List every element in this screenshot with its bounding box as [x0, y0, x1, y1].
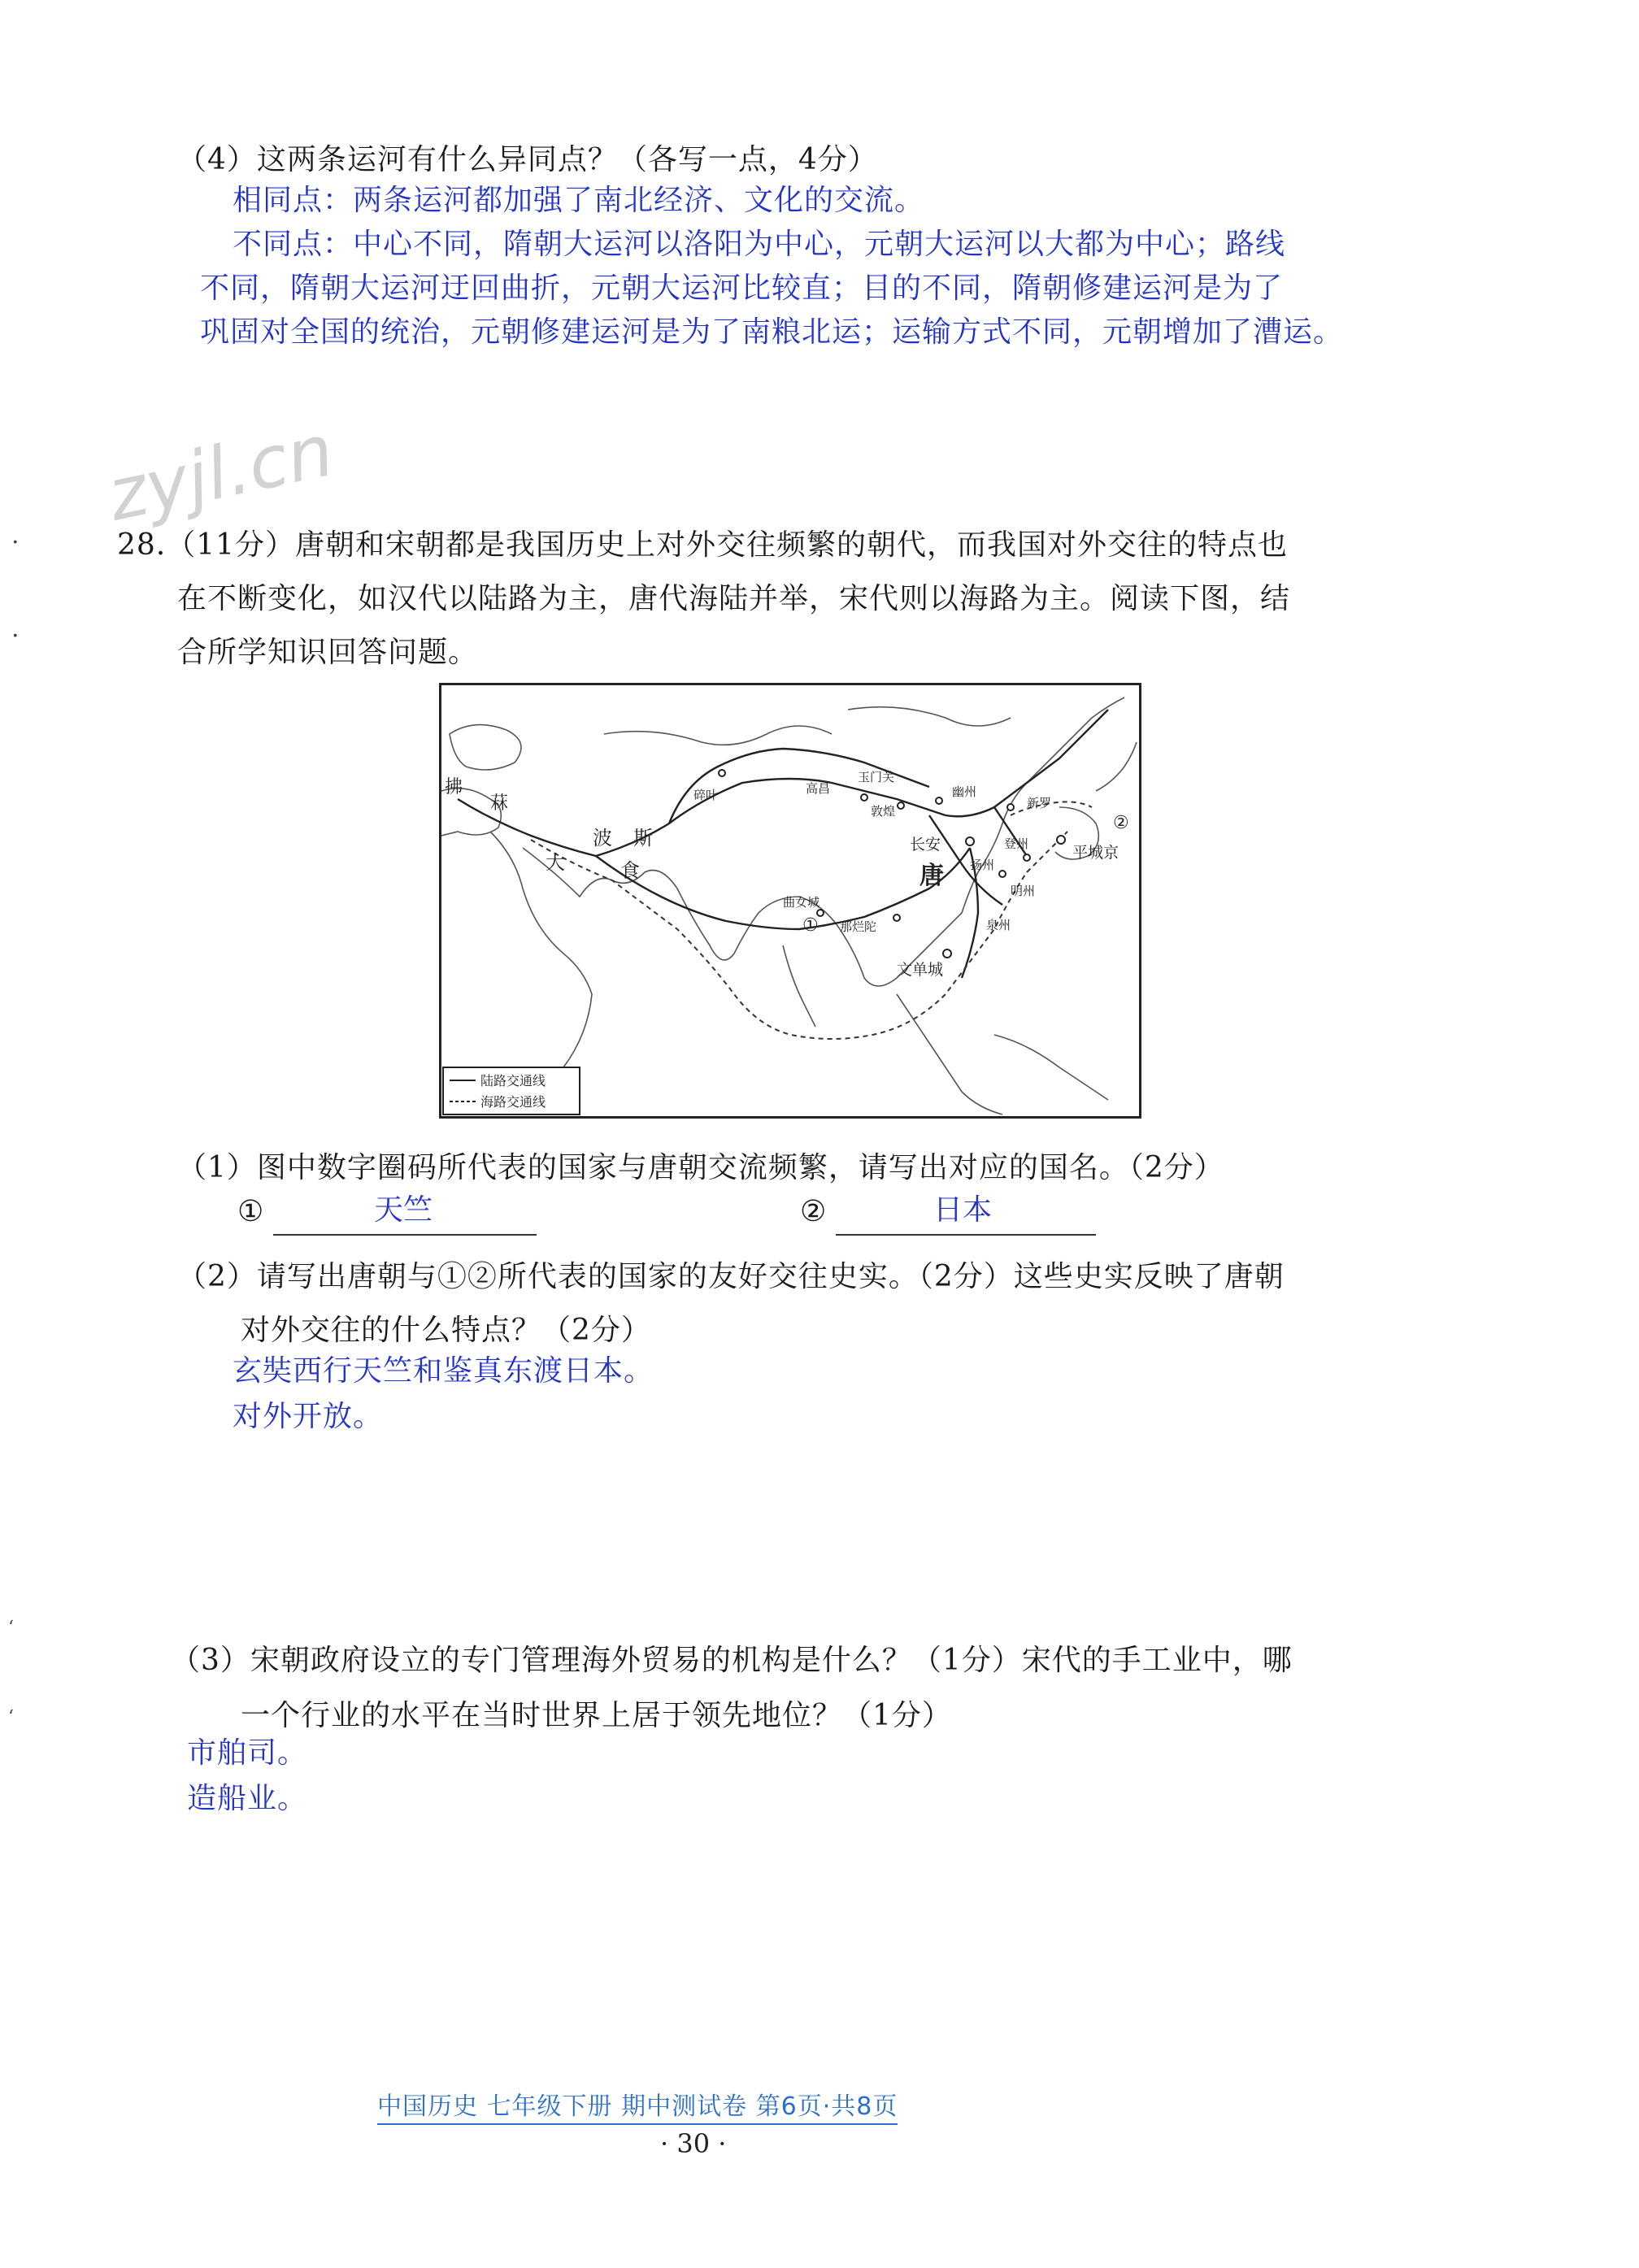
- sub1-blank1-answer: 天竺: [374, 1193, 433, 1227]
- japan-north-outline: [1096, 742, 1137, 791]
- land-route-south: [596, 848, 970, 929]
- sub1-question: （1）图中数字圈码所代表的国家与唐朝交流频繁，请写出对应的国名。（2分）: [177, 1151, 1224, 1184]
- q28-intro-line: 合所学知识回答问题。: [177, 636, 479, 669]
- map-legend: [443, 1067, 580, 1114]
- map-label-dengzhou: 登州: [1004, 836, 1029, 851]
- map-svg: [441, 685, 1139, 1116]
- map-label-pingchengjing: 平城京: [1072, 844, 1119, 862]
- north-border: [848, 707, 1011, 726]
- map-label-tang: 唐: [919, 862, 944, 890]
- map-label-suiye: 碎叶: [693, 788, 719, 802]
- q28-intro-line: 28.（11分）唐朝和宋朝都是我国历史上对外交往频繁的朝代，而我国对外交往的特点也: [117, 528, 1289, 562]
- map-label-changan: 长安: [910, 836, 941, 854]
- map-label-circle1: ①: [802, 915, 819, 936]
- tang-trade-routes-map: [439, 683, 1141, 1119]
- southeast-asia-coast: [897, 994, 1002, 1114]
- sub2-answer-line: 玄奘西行天竺和鉴真东渡日本。: [233, 1354, 654, 1388]
- watermark: zyjl.cn: [101, 407, 341, 537]
- map-label-mingzhou: 明州: [1011, 884, 1036, 898]
- q4-question: （4）这两条运河有什么异同点？（各写一点，4分）: [177, 143, 878, 176]
- sub2-question-line: 对外交往的什么特点？（2分）: [241, 1314, 651, 1347]
- sub2-question-line: （2）请写出唐朝与①②所代表的国家的友好交往史实。（2分）这些史实反映了唐朝: [177, 1260, 1285, 1293]
- sub1-blank2-line: [836, 1234, 1096, 1236]
- q4-answer-line: 不同，隋朝大运河迂回曲折，元朝大运河比较直；目的不同，隋朝修建运河是为了: [200, 272, 1284, 305]
- land-route-main: [458, 710, 1108, 856]
- sub1-blank2-answer: 日本: [933, 1193, 993, 1227]
- margin-dot: ·: [11, 622, 20, 650]
- page-number: · 30 ·: [660, 2128, 727, 2159]
- map-label-qunvcheng: 曲女城: [783, 895, 820, 910]
- page-footer: 中国历史 七年级下册 期中测试卷 第6页·共8页: [377, 2086, 898, 2125]
- sub1-blank1-mark: ①: [237, 1195, 265, 1228]
- q4-answer-line: 相同点：两条运河都加强了南北经济、文化的交流。: [233, 184, 925, 217]
- black-sea-outline: [450, 725, 521, 770]
- map-label-bosi-1: 波: [593, 827, 612, 849]
- sub3-question-line: （3）宋朝政府设立的专门管理海外贸易的机构是什么？（1分）宋代的手工业中，哪: [171, 1644, 1293, 1677]
- margin-dot: ʻ: [8, 1618, 14, 1638]
- margin-dot: ·: [11, 528, 20, 557]
- map-label-xinluo: 新罗: [1027, 796, 1052, 810]
- map-label-youzhou: 幽州: [952, 784, 977, 799]
- map-label-bosi-2: 斯: [633, 827, 653, 849]
- legend-sea: 海路交通线: [480, 1094, 546, 1110]
- island-outline: [994, 1035, 1108, 1100]
- map-label-dashi-2: 食: [620, 859, 640, 882]
- map-label-gaochang: 高昌: [806, 781, 831, 796]
- q4-answer-line: 不同点：中心不同，隋朝大运河以洛阳为中心，元朝大运河以大都为中心；路线: [233, 228, 1286, 261]
- margin-dot: ʻ: [8, 1707, 14, 1727]
- sub3-question-line: 一个行业的水平在当时世界上居于领先地位？（1分）: [241, 1699, 952, 1732]
- sub3-answer-line: 造船业。: [187, 1782, 308, 1815]
- map-label-yangzhou: 扬州: [970, 858, 995, 872]
- sub1-blank2-mark: ②: [800, 1195, 828, 1228]
- map-label-circle2: ②: [1113, 813, 1129, 833]
- inner-asia-border: [604, 726, 832, 745]
- map-label-dunhuang: 敦煌: [871, 804, 896, 819]
- map-label-dashi-1: 大: [546, 851, 565, 874]
- map-label-fulin-2: 菻: [490, 793, 509, 814]
- india-peninsula: [783, 945, 815, 1027]
- map-label-quanzhou: 泉州: [986, 918, 1011, 932]
- sub3-answer-line: 市舶司。: [187, 1736, 308, 1770]
- map-label-yumenguan: 玉门关: [858, 770, 895, 784]
- q4-answer-line: 巩固对全国的统治，元朝修建运河是为了南粮北运；运输方式不同，元朝增加了漕运。: [200, 315, 1344, 349]
- asia-south-coast: [523, 848, 929, 986]
- map-label-fulin-1: 拂: [445, 777, 463, 797]
- legend-land: 陆路交通线: [480, 1073, 546, 1088]
- map-label-wendancheng: 文单城: [897, 961, 944, 979]
- map-label-nalantuo: 那烂陀: [840, 919, 877, 934]
- sub1-blank1-line: [273, 1234, 537, 1236]
- q28-intro-line: 在不断变化，如汉代以陆路为主，唐代海陆并举，宋代则以海路为主。阅读下图，结: [177, 582, 1291, 615]
- sub2-answer-line: 对外开放。: [233, 1400, 384, 1433]
